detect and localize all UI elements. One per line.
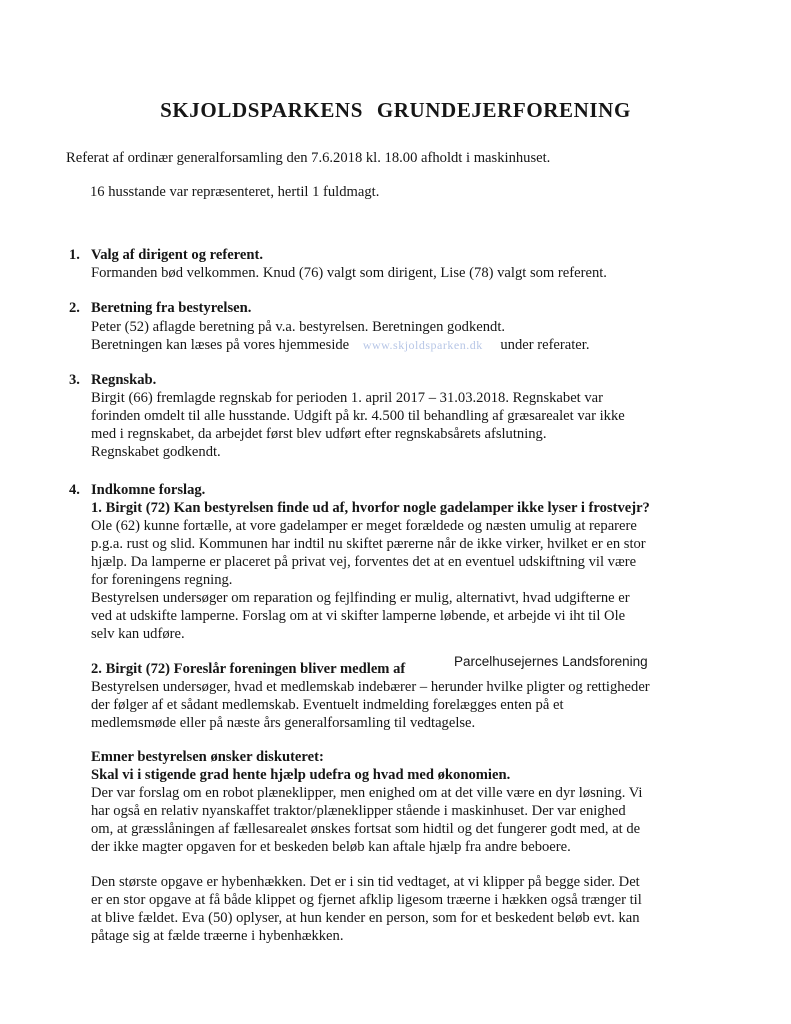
- proposal-1-line: selv kan udføre.: [91, 626, 185, 642]
- section-4-heading: Indkomne forslag.: [91, 482, 206, 498]
- discussion-line: at blive fældet. Eva (50) oplyser, at hun kender en person, som for et beskedent beløb evt. kan: [91, 910, 640, 926]
- section-1-number: 1.: [69, 247, 80, 263]
- proposal-1-heading: 1. Birgit (72) Kan bestyrelsen finde ud af, hvorfor nogle gadelamper ikke lyser i frostvejr?: [91, 500, 650, 516]
- discussion-line: der ikke magter opgaven for et beskeden beløb kan aftale hjælp fra andre beboere.: [91, 839, 571, 855]
- discussion-line: Der var forslag om en robot plæneklipper, men enighed om at det ville være en dyr løsning. Vi: [91, 785, 643, 801]
- proposal-2-line: der følger af et sådant medlemskab. Eventuelt indmelding forelægges enten på et: [91, 697, 564, 713]
- section-3-line: Regnskabet godkendt.: [91, 444, 221, 460]
- section-3-line: med i regnskabet, da arbejdet først blev udført efter regnskabsårets afslutning.: [91, 426, 547, 442]
- proposal-2-heading: 2. Birgit (72) Foreslår foreningen bliver medlem af: [91, 661, 406, 677]
- section-3-line: forinden omdelt til alle husstande. Udgift på kr. 4.500 til behandling af græsarealet var ikke: [91, 408, 625, 424]
- section-3-heading: Regnskab.: [91, 372, 157, 388]
- discussion-line: om, at græsslåningen af fællesarealet ønskes fortsat som hidtil og det fungerer godt med, at de: [91, 821, 641, 837]
- discussion-line: er en stor opgave at få både klippet og fjernet afklip ligesom træerne i hækken også trænger til: [91, 892, 642, 908]
- section-1-heading: Valg af dirigent og referent.: [91, 247, 263, 263]
- section-2-link-line: [91, 336, 589, 354]
- proposal-1-line: ved at udskifte lamperne. Forslag om at vi skifter lamperne løbende, et arbejde vi iht til Ole: [91, 608, 626, 624]
- section-2-number: 2.: [69, 300, 80, 316]
- proposal-1-line: Ole (62) kunne fortælle, at vore gadelamper er meget forældede og næsten umulig at reparere: [91, 518, 637, 534]
- section-2-line: Peter (52) aflagde beretning på v.a. bestyrelsen. Beretningen godkendt.: [91, 319, 506, 335]
- section-2-text-before-link: Beretningen kan læses på vores hjemmeside: [91, 337, 350, 353]
- website-link[interactable]: www.skjoldsparken.dk: [362, 338, 483, 352]
- proposal-2-line: Bestyrelsen undersøger, hvad et medlemskab indebærer – herunder hvilke pligter og rettigheder: [91, 679, 650, 695]
- discussion-subheading: Skal vi i stigende grad hente hjælp udefra og hvad med økonomien.: [91, 767, 511, 783]
- discussion-line: har også en relativ nyanskaffet traktor/plæneklipper stående i maskinhuset. Der var enighed: [91, 803, 626, 819]
- document-title: SKJOLDSPARKENS GRUNDEJERFORENING: [160, 98, 631, 122]
- section-2-heading: Beretning fra bestyrelsen.: [91, 300, 252, 316]
- section-3-number: 3.: [69, 372, 80, 388]
- proposal-1-line: Bestyrelsen undersøger om reparation og fejlfinding er mulig, alternativt, hvad udgifterne er: [91, 590, 630, 606]
- intro-line-1: Referat af ordinær generalforsamling den 7.6.2018 kl. 18.00 afholdt i maskinhuset.: [66, 150, 551, 166]
- discussion-line: påtage sig at fælde træerne i hybenhækken.: [91, 928, 344, 944]
- section-4-number: 4.: [69, 482, 80, 498]
- proposal-1-line: for foreningens regning.: [91, 572, 233, 588]
- section-3-line: Birgit (66) fremlagde regnskab for perioden 1. april 2017 – 31.03.2018. Regnskabet var: [91, 390, 604, 406]
- proposal-1-line: p.g.a. rust og slid. Kommunen har indtil nu skiftet pærerne når de ikke virker, hvilket er en stor: [91, 536, 646, 552]
- intro-line-2: 16 husstande var repræsenteret, hertil 1 fuldmagt.: [90, 184, 380, 200]
- discussion-heading: Emner bestyrelsen ønsker diskuteret:: [91, 749, 324, 765]
- proposal-1-line: hjælp. Da lamperne er placeret på privat vej, forventes det at en eventuel udskiftning vil være: [91, 554, 637, 570]
- section-1-line: Formanden bød velkommen. Knud (76) valgt som dirigent, Lise (78) valgt som referent.: [91, 265, 607, 281]
- organization-name: Parcelhusejernes Landsforening: [454, 654, 648, 669]
- discussion-line: Den største opgave er hybenhækken. Det er i sin tid vedtaget, at vi klipper på begge sider. Det: [91, 874, 640, 890]
- proposal-2-line: medlemsmøde eller på næste års generalforsamling til vedtagelse.: [91, 715, 476, 731]
- section-2-text-after-link: under referater.: [500, 337, 590, 353]
